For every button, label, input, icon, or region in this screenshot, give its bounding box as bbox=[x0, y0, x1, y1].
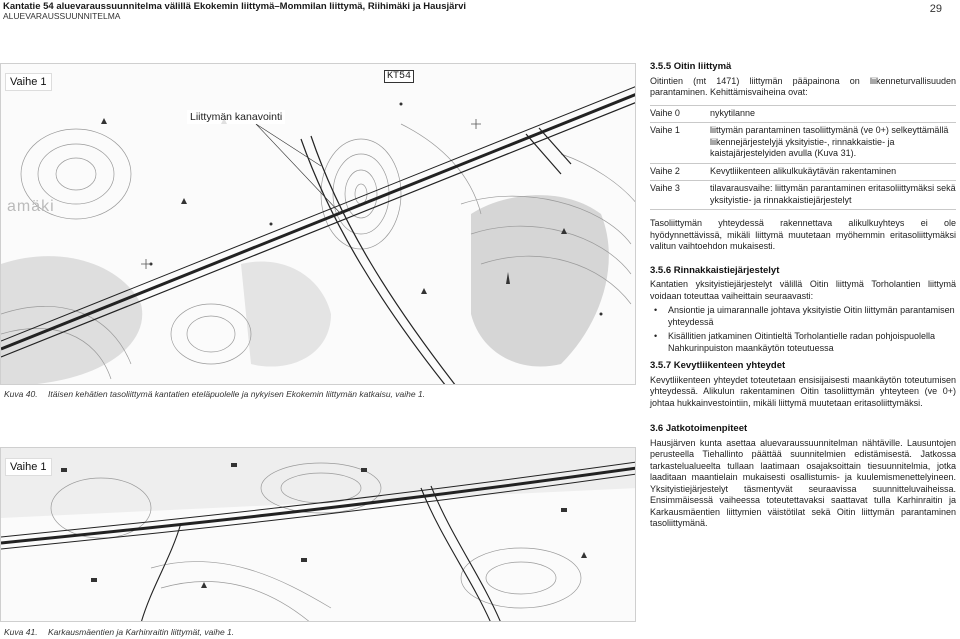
section-356-intro: Kantatien yksityistiejärjestelyt välillä Oitin liittymä Torholantien liittymä voidaan toteuttaa vaiheittain seuraavasti: bbox=[650, 279, 956, 301]
place-name: amäki bbox=[7, 198, 55, 215]
figure-40-text: Itäisen kehätien tasoliittymä kantatien eteläpuolelle ja nykyisen Ekokemin liittymän katkaisu, vaihe 1. bbox=[48, 389, 426, 399]
phase-row bbox=[650, 181, 956, 210]
bullet-list bbox=[650, 305, 956, 354]
text-column bbox=[650, 61, 956, 536]
document-title: Kantatie 54 aluevaraussuunnitelma välillä Ekokemin liittymä–Mommilan liittymä, Riihimäki ja Hausjärvi bbox=[3, 1, 467, 12]
section-36-text: Hausjärven kunta asettaa aluevaraussuunnitelman nähtäville. Lausuntojen perusteella Tiehallinto päättää suunnitelmien edistämisestä. Jatkossa tarkastelualueelta tullaan laatimaan osajaksoittain tiesuunnitelmia, jotka laaditaan maantielain mukaisesti osallistumis- ja kuulemismenettelyineen. Yksityistiejärjestelyt täsmentyvät seuraavissa suunnitteluvaiheissa. Ensimmäisessä vaiheessa toteutettavaksi saattavat tulla Karhinraitin ja Karkausmäentien liittymien väistötilat sekä Oitin liittymän parantaminen tasoliittymänä. bbox=[650, 437, 956, 528]
phase-key: Vaihe 1 bbox=[650, 125, 680, 135]
road-sign-kt54: KT54 bbox=[384, 70, 414, 83]
phase-key: Vaihe 2 bbox=[650, 165, 680, 176]
junction-callout: Liittymän kanavointi bbox=[187, 110, 285, 124]
figure-41-map bbox=[0, 447, 636, 622]
section-355-heading: 3.5.5 Oitin liittymä bbox=[650, 61, 732, 72]
list-item: • Kisällitien jatkaminen Oitintieltä Torholantielle radan pohjoispuolella Nahkurinpuiston maankäytön toteutuessa bbox=[650, 331, 956, 354]
phase-row bbox=[650, 105, 956, 124]
section-357-heading: 3.5.7 Kevytliikenteen yhteydet bbox=[650, 360, 786, 371]
figure-41-number: Kuva 41. bbox=[4, 627, 38, 637]
figure-40-map bbox=[0, 63, 636, 385]
phase-key: Vaihe 0 bbox=[650, 107, 680, 118]
section-36-heading: 3.6 Jatkotoimenpiteet bbox=[650, 423, 748, 434]
figure-41-caption bbox=[4, 627, 234, 637]
phase-value: liittymän parantaminen tasoliittymänä (ve 0+) selkeyttämällä liikennejärjestelyjä yksityistie-, rinnakkaistie- ja kaistajärjestelyiden avulla (Kuva 31). bbox=[710, 125, 949, 158]
phase-label: Vaihe 1 bbox=[5, 458, 52, 476]
phase-label: Vaihe 1 bbox=[5, 73, 52, 91]
document-subtitle: ALUEVARAUSSUUNNITELMA bbox=[3, 11, 121, 21]
figure-40-caption bbox=[4, 389, 425, 399]
phase-row bbox=[650, 164, 956, 182]
map-41-drawing bbox=[1, 448, 636, 622]
page-number: 29 bbox=[929, 3, 942, 15]
section-355-intro: Oitintien (mt 1471) liittymän pääpainona on liikenneturvallisuuden parantaminen. Kehittämisvaiheina ovat: bbox=[650, 75, 956, 97]
phase-key: Vaihe 3 bbox=[650, 183, 680, 193]
figure-40-number: Kuva 40. bbox=[4, 389, 38, 399]
map-40-drawing bbox=[1, 64, 636, 385]
phase-value: tilavarausvaihe: liittymän parantaminen eritasoliittymäksi sekä yksityistie- ja rinnakkaistiejärjestelyt bbox=[710, 183, 956, 205]
phase-table bbox=[650, 105, 956, 211]
section-355-after: Tasoliittymän yhteydessä rakennettava alikulkuyhteys ei ole hyödynnettävissä, mikäli liittymä muutetaan myöhemmin eritasoliittymäksi valitun vaihtoehdon mukaisesti. bbox=[650, 218, 956, 251]
section-357-text: Kevytliikenteen yhteydet toteutetaan ensisijaisesti maankäytön toteutumisen yhteydessä. Alikulun rakentaminen Oitin tasoliittymän yhteyteen (ve 0+) johtaa hukkainvestointiin, mikäli liittymä muutetaan eritasoliittymäksi. bbox=[650, 374, 956, 408]
list-item: • Ansiontie ja uimarannalle johtava yksityistie Oitin liittymän parantamisen yhteydessä bbox=[650, 305, 956, 328]
section-356-heading: 3.5.6 Rinnakkaistiejärjestelyt bbox=[650, 264, 780, 276]
page-header bbox=[0, 0, 960, 22]
phase-row bbox=[650, 123, 956, 164]
phase-value: Kevytliikenteen alikulkukäytävän rakentaminen bbox=[710, 165, 897, 176]
figure-41-text: Karkausmäentien ja Karhinraitin liittymät, vaihe 1. bbox=[48, 627, 235, 637]
phase-value: nykytilanne bbox=[710, 107, 756, 118]
